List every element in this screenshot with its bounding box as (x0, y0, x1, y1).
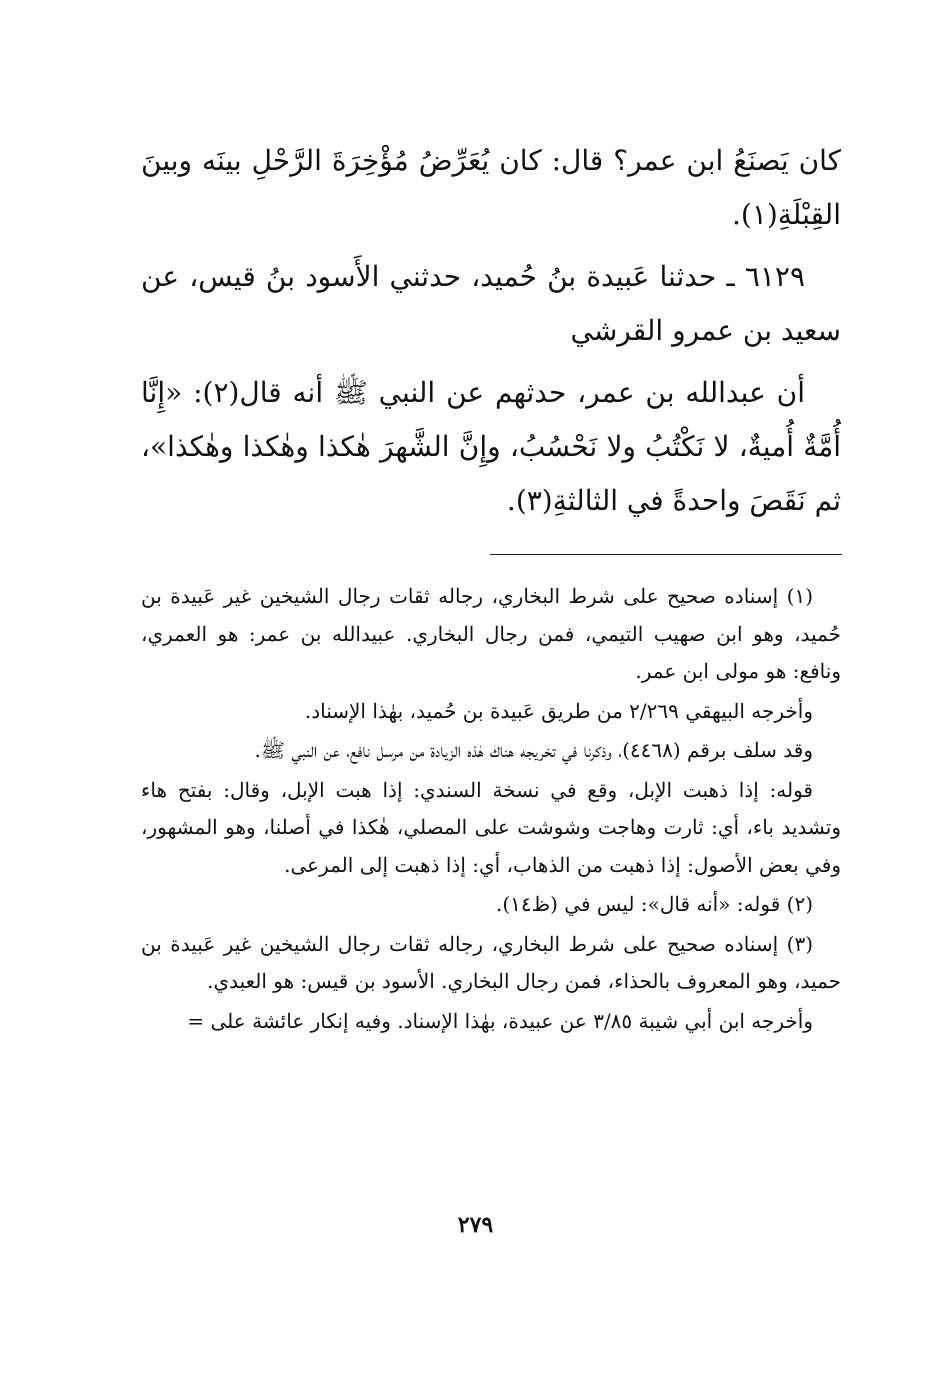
footnote-3: (٣) إسناده صحيح على شرط البخاري، رجاله ثقات رجال الشيخين غير عَبيدة بن حميد، وهو المعروف بالحذاء، فمن رجال البخاري. الأسود بن قيس: هو العبدي. (141, 931, 841, 993)
hadith-matn-6129: أن عبدالله بن عمر، حدثهم عن النبي ﷺ أنه قال(٢): «إِنَّا أُمَّةٌ أُميةٌ، لا نَكْتُبُ ولا نَحْسُبُ، وإِنَّ الشَّهرَ هٰكذا وهٰكذا وهٰكذا»، ثم نَقَصَ واحدةً في الثالثةِ(٣). (141, 376, 841, 517)
footnotes (141, 578, 841, 1042)
footnote-3-takhrij: وأخرجه ابن أبي شيبة ٣/٨٥ عن عبيدة، بهٰذا الإسناد. وفيه إنكار عائشة على = (187, 1008, 813, 1033)
main-text (141, 134, 841, 536)
footnote-1-takhrij: وأخرجه البيهقي ٢/٢٦٩ من طريق عَبيدة بن حُميد، بهٰذا الإسناد. (304, 698, 813, 723)
footnote-1-reference: وقد سلف برقم (٤٤٦٨)، وذكرنا في تخريجه هناك هٰذه الزيادة من مرسل نافع، عن النبي ﷺ. (254, 738, 813, 762)
footnote-divider (490, 554, 842, 555)
footnote-2: (٢) قوله: «أنه قال»: ليس في (ظ١٤). (495, 892, 813, 916)
footnote-1: (١) إسناده صحيح على شرط البخاري، رجاله ثقات رجال الشيخين غير عَبيدة بن حُميد، وهو ابن صهيب التيمي، فمن رجال البخاري. عبيدالله بن عمر: هو العمري، ونافع: هو مولى ابن عمر. (141, 584, 841, 683)
page-number: ٢٧٩ (457, 1212, 494, 1238)
hadith-isnad-6129: ٦١٢٩ ـ حدثنا عَبيدة بنُ حُميد، حدثني الأَسود بنُ قيس، عن سعيد بن عمرو القرشي (141, 260, 841, 347)
footnote-1-commentary: قوله: إذا ذهبت الإبل، وقع في نسخة السندي: إذا هبت الإبل، وقال: بفتح هاء وتشديد باء، أي: ثارت وهاجت وشوشت على المصلي، هٰكذا في أصلنا، وهو المشهور، وفي بعض الأصول: إذا ذهبت من الذهاب، أي: إذا ذهبت إلى المرعى. (141, 777, 841, 877)
main-paragraph-continuation: كان يَصنَعُ ابن عمر؟ قال: كان يُعَرِّضُ مُؤْخِرَةَ الرَّحْلِ بينَه وبينَ القِبْلَةِ(١). (141, 144, 841, 231)
